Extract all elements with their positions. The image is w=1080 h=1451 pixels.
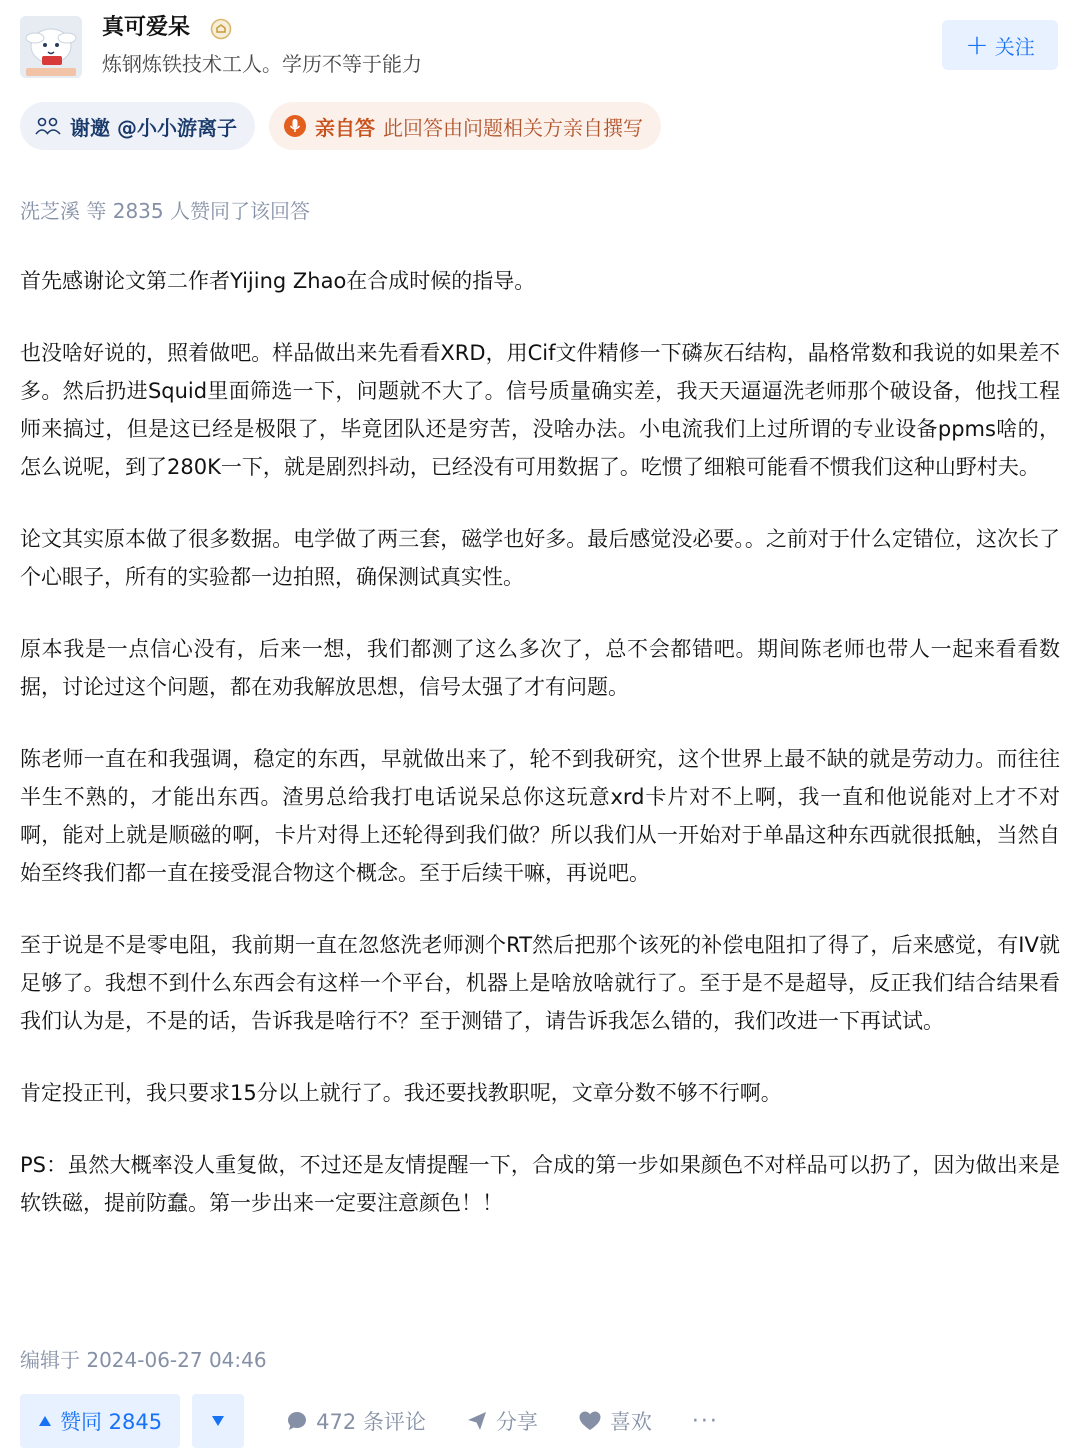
paragraph: 首先感谢论文第二作者Yijing Zhao在合成时候的指导。 — [20, 269, 536, 293]
paragraph: 陈老师一直在和我强调，稳定的东西，早就做出来了，轮不到我研究，这个世界上最不缺的就是劳动力。而往往半生不熟的，才能出东西。渣男总给我打电话说呆总你这玩意xrd卡片对不上啊，我一直和他说能对上才不对啊，能对上就是顺磁的啊，卡片对得上还轮得到我们做？所以我们从一开始对于单晶这种东西就很抵触，当然自始至终我们都一直在接受混合物这个概念。至于后续干嘛，再说吧。 — [20, 747, 1060, 885]
upvote-info[interactable]: 洗芝溪 等 2835 人赞同了该回答 — [20, 199, 310, 223]
more-icon: ··· — [691, 1408, 719, 1434]
plus-icon: + — [965, 28, 989, 61]
like-label: 喜欢 — [609, 1410, 652, 1434]
like-button[interactable] — [578, 1406, 652, 1436]
follow-button[interactable] — [942, 20, 1058, 70]
heart-icon — [578, 1410, 602, 1432]
paragraph: 原本我是一点信心没有，后来一想，我们都测了这么多次了，总不会都错吧。期间陈老师也带人一起来看看数据，讨论过这个问题，都在劝我解放思想，信号太强了才有问题。 — [20, 637, 1060, 699]
paragraph: PS：虽然大概率没人重复做，不过还是友情提醒一下，合成的第一步如果颜色不对样品可以扔了，因为做出来是软铁磁，提前防蠢。第一步出来一定要注意颜色！！ — [20, 1153, 1060, 1215]
comment-button[interactable] — [286, 1406, 426, 1436]
microphone-icon — [283, 114, 307, 138]
triangle-up-icon — [38, 1415, 52, 1427]
follow-label: 关注 — [994, 34, 1035, 59]
cartoon-avatar-icon — [20, 16, 82, 78]
self-answer-tag[interactable] — [269, 102, 661, 150]
invite-label: 谢邀 @小小游离子 — [70, 115, 237, 140]
verified-badge-icon — [210, 18, 232, 40]
upvote-button[interactable] — [20, 1394, 180, 1448]
share-button[interactable] — [466, 1406, 538, 1436]
comment-label: 472 条评论 — [316, 1410, 426, 1434]
paragraph: 论文其实原本做了很多数据。电学做了两三套，磁学也好多。最后感觉没必要。。之前对于什么定错位，这次长了个心眼子，所有的实验都一边拍照，确保测试真实性。 — [20, 527, 1060, 589]
edited-time[interactable]: 编辑于 2024-06-27 04:46 — [20, 1348, 267, 1372]
answer-content — [20, 262, 1060, 1256]
share-icon — [466, 1410, 488, 1432]
paragraph: 至于说是不是零电阻，我前期一直在忽悠洗老师测个RT然后把那个该死的补偿电阻扣了得了，后来感觉，有IV就足够了。我想不到什么东西会有这样一个平台，机器上是啥放啥就行了。至于是不是超导，反正我们结合结果看我们认为是，不是的话，告诉我是啥行不？至于测错了，请告诉我怎么错的，我们改进一下再试试。 — [20, 933, 1060, 1033]
self-answer-desc: 此回答由问题相关方亲自撰写 — [382, 115, 643, 140]
self-answer-title: 亲自答 — [314, 115, 375, 140]
paragraph: 也没啥好说的，照着做吧。样品做出来先看看XRD，用Cif文件精修一下磷灰石结构，晶格常数和我说的如果差不多。然后扔进Squid里面筛选一下，问题就不大了。信号质量确实差，我天天逼逼洗老师那个破设备，他找工程师来搞过，但是这已经是极限了，毕竟团队还是穷苦，没啥办法。小电流我们上过所谓的专业设备ppms啥的，怎么说呢，到了280K一下，就是剧烈抖动，已经没有可用数据了。吃惯了细粮可能看不惯我们这种山野村夫。 — [20, 341, 1060, 479]
author-name[interactable]: 真可爱呆 — [102, 15, 191, 40]
triangle-down-icon — [211, 1415, 225, 1427]
comment-icon — [286, 1410, 308, 1432]
paragraph: 肯定投正刊，我只要求15分以上就行了。我还要找教职呢，文章分数不够不行啊。 — [20, 1081, 782, 1105]
action-bar — [20, 1394, 1060, 1448]
share-label: 分享 — [495, 1410, 538, 1434]
invite-people-icon — [34, 115, 62, 137]
upvote-label: 赞同 2845 — [60, 1410, 163, 1434]
invite-tag[interactable] — [20, 102, 255, 150]
more-button[interactable] — [692, 1409, 719, 1434]
answer-tags — [20, 102, 661, 150]
answer-header — [20, 14, 1060, 78]
author-bio: 炼钢炼铁技术工人。学历不等于能力 — [102, 52, 422, 76]
downvote-button[interactable] — [192, 1394, 244, 1448]
avatar[interactable] — [20, 16, 82, 78]
